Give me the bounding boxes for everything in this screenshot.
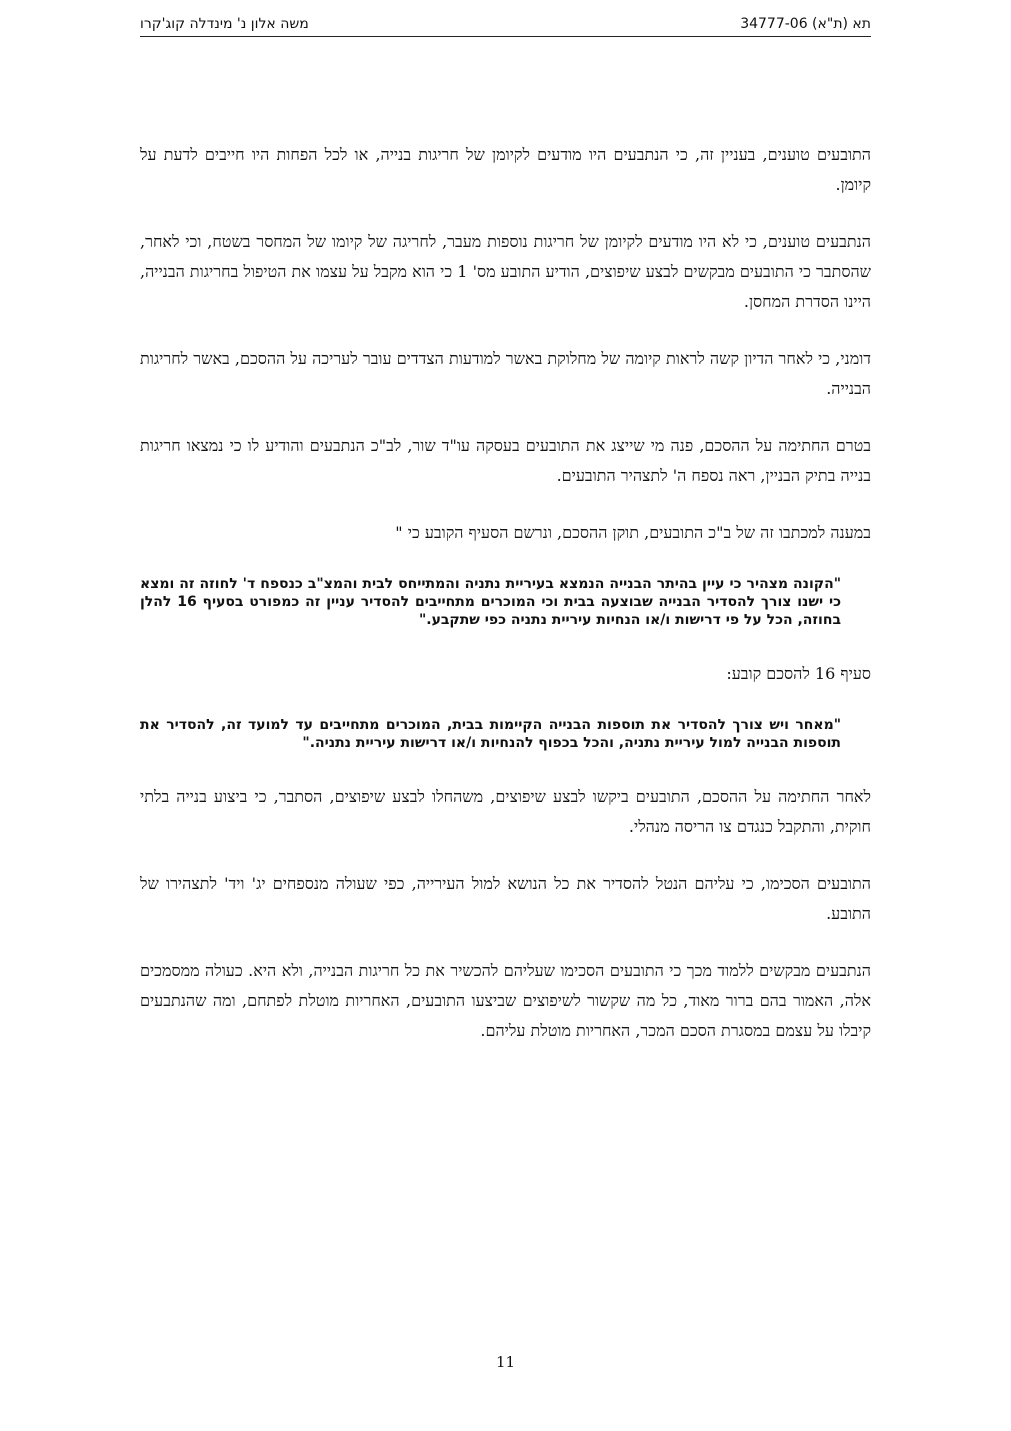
paragraph: סעיף 16 להסכם קובע:	[726, 664, 871, 683]
paragraph: התובעים טוענים, בעניין זה, כי הנתבעים היו מודעים לקיומן של חריגות בנייה, או לכל הפחות היו חייבים לדעת על קיומן.	[140, 145, 871, 194]
block-quote: "מאחר ויש צורך להסדיר את תוספות הבנייה הקיימות בבית, המוכרים מתחייבים עד למועד זה, להסדיר את תוספות הבנייה למול עיריית נתניה, והכל בכפוף להנחיות ו/או דרישות עיריית נתניה."	[140, 717, 841, 751]
paragraph: בטרם החתימה על ההסכם, פנה מי שייצג את התובעים בעסקה עו"ד שור, לב"כ הנתבעים והודיע לו כי נמצאו חריגות בנייה בתיק הבניין, ראה נספח ה' לתצהיר התובעים.	[140, 436, 871, 485]
document-body	[140, 140, 871, 1073]
case-parties: משה אלון נ' מינדלה קוג'קרו	[140, 16, 309, 32]
paragraph: דומני, כי לאחר הדיון קשה לראות קיומה של מחלוקת באשר למודעות הצדדים עובר לעריכה על ההסכם, באשר לחריגות הבנייה.	[140, 349, 871, 398]
block-quote: "הקונה מצהיר כי עיין בהיתר הבנייה הנמצא בעיריית נתניה והמתייחס לבית והמצ"ב כנספח ד' לחוזה זה ומצא כי ישנו צורך להסדיר הבנייה שבוצעה בבית וכי המוכרים מתחייבים להסדיר עניין זה כמפורט בסעיף 16 להלן בחוזה, הכל על פי דרישות ו/או הנחיות עיריית נתניה כפי שתקבע."	[140, 576, 841, 628]
paragraph: הנתבעים טוענים, כי לא היו מודעים לקיומן של חריגות נוספות מעבר, לחריגה של קיומו של המחסר בשטח, וכי לאחר, שהסתבר כי התובעים מבקשים לבצע שיפוצים, הודיע התובע מס' 1 כי הוא מקבל על עצמו את הטיפול בחריגות הבנייה, היינו הסדרת המחסן.	[140, 232, 872, 311]
page-header	[140, 8, 871, 37]
paragraph: לאחר החתימה על ההסכם, התובעים ביקשו לבצע שיפוצים, משהחלו לבצע שיפוצים, הסתבר, כי ביצוע בנייה בלתי חוקית, והתקבל כנגדם צו הריסה מנהלי.	[140, 787, 871, 836]
paragraph: התובעים הסכימו, כי עליהם הנטל להסדיר את כל הנושא למול העירייה, כפי שעולה מנספחים יג' ויד' לתצהירו של התובע.	[140, 874, 871, 923]
case-number: תא (ת"א) 34777-06	[740, 16, 871, 32]
page-number: 11	[495, 1353, 516, 1371]
paragraph: במענה למכתבו זה של ב"כ התובעים, תוקן ההסכם, ונרשם הסעיף הקובע כי "	[395, 523, 871, 542]
paragraph: הנתבעים מבקשים ללמוד מכך כי התובעים הסכימו שעליהם להכשיר את כל חריגות הבנייה, ולא היא. כעולה ממסמכים אלה, האמור בהם ברור מאוד, כל מה שקשור לשיפוצים שביצעו התובעים, האחריות מוטלת לפתחם, ומה שהנתבעים קיבלו על עצמם במסגרת הסכם המכר, האחריות מוטלת עליהם.	[140, 961, 871, 1040]
